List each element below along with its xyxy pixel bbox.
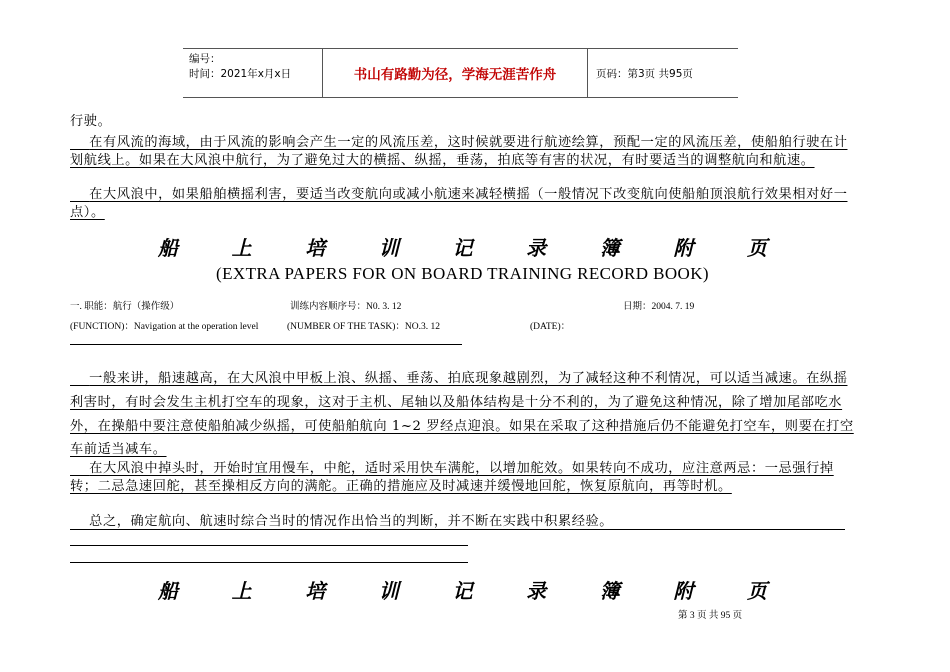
title-char: 录 [526,236,547,260]
blank-line-rule [70,545,468,546]
summary-underline [70,529,845,530]
paragraph-summary: 总之，确定航向、航速时综合当时的情况作出恰当的判断，并不断在实践中积累经验。 [70,514,614,529]
paragraph-wind-current: 在有风流的海域，由于风流的影响会产生一定的风流压差，这时候就要进行航迹绘算，预配一定的风流压差，使船舶行驶在计划航线上。如果在大风浪中航行，为了避免过大的横摇、纵摇，垂荡，拍底等有害的状况，有时要适当的调整航向和航速。 [70,135,848,168]
title-char: 页 [747,579,767,603]
title-char: 训 [378,579,399,603]
date-cn: 日期：2004. 7. 19 [623,302,695,312]
divider-rule [70,344,462,345]
page-header [183,48,738,98]
title-char: 上 [231,236,252,260]
paragraph-turning: 在大风浪中掉头时，开始时宜用慢车，中舵，适时采用快车满舵，以增加舵效。如果转向不成功，应注意两忌：一忌强行掉转；二忌急速回舵，甚至操相反方向的满舵。正确的措施应及时减速并缓慢地回舵，恢复原航向，再等时机。 [70,461,834,494]
title-char: 附 [673,236,694,260]
header-info [183,49,323,97]
paragraph-speed: 一般来讲，船速越高，在大风浪中甲板上浪、纵摇、垂荡、拍底现象越剧烈，为了减轻这种不利情况，可以适当减速。在纵摇利害时，有时会发生主机打空车的现象，这对于主机、尾轴以及船体结构是十分不利的，为了避免这种情况，除了增加尾部吃水外，在操船中要注意使船舶减少纵摇，可使船舶航向 1~2 罗经点迎浪。如果在采取了这种措施后仍不能避免打空车，则要在打空车前适当减车。 [70,371,854,458]
function-cn: 一. 职能：航行（操作级） [70,302,180,312]
title-char: 录 [526,579,547,603]
title-char: 记 [452,236,473,260]
title-char: 上 [231,579,252,603]
motto: 书山有路勤为径，学海无涯苦作舟 [353,67,557,83]
title-char: 簿 [599,236,620,260]
number-label: 编号： [189,53,221,65]
function-en: (FUNCTION)：Navigation at the operation level [70,322,259,332]
task-cn: 训练内容顺序号：N0. 3. 12 [290,302,402,312]
title-char: 记 [452,579,473,603]
date-en: (DATE)： [530,322,571,332]
title-char: 训 [378,236,399,260]
paragraph-rolling: 在大风浪中，如果船舶横摇利害，要适当改变航向或减小航速来减轻横摇（一般情况下改变航向使船舶顶浪航行效果相对好一点）。 [70,187,848,220]
blank-line-rule [70,562,468,563]
task-en: (NUMBER OF THE TASK)：NO.3. 12 [287,322,441,332]
title-char: 培 [305,236,326,260]
book-title [70,232,855,261]
time-label: 时间：2021年x月x日 [189,68,292,80]
title-char: 船 [158,236,178,260]
footer-page-number: 第 3 页 共 95 页 [678,611,743,621]
header-page-info: 页码：第3页 共95页 [596,67,693,80]
title-char: 附 [673,579,694,603]
paragraph-continuation: 行驶。 [70,114,112,129]
title-char: 簿 [599,579,620,603]
title-char: 船 [158,579,178,603]
book-title-footer [70,575,855,604]
title-char: 页 [747,236,767,260]
header-motto-cell [323,49,588,97]
english-title: (EXTRA PAPERS FOR ON BOARD TRAINING RECORD BOOK) [216,264,709,283]
title-char: 培 [305,579,326,603]
